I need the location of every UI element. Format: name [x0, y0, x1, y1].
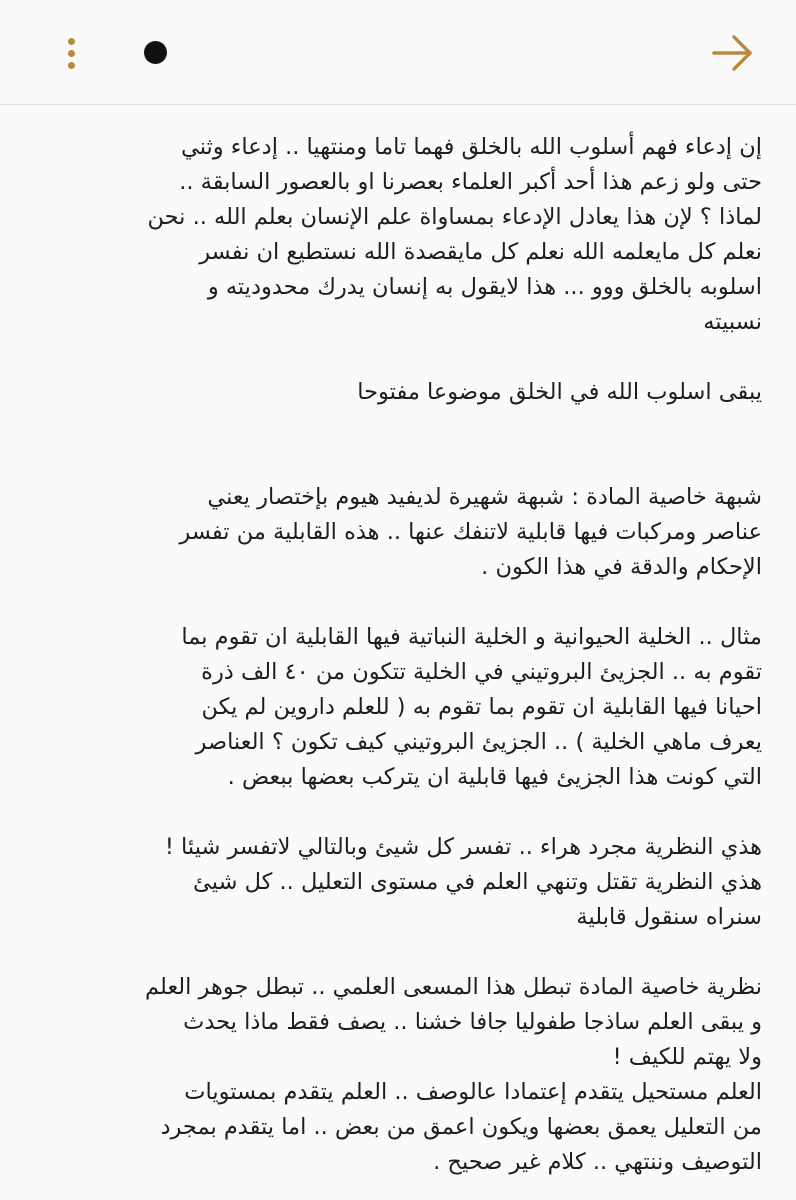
paragraph-spacer [62, 340, 762, 375]
forward-button[interactable] [706, 30, 758, 76]
top-toolbar [0, 0, 796, 105]
paragraph-spacer [62, 935, 762, 970]
more-options-button[interactable] [52, 30, 90, 76]
note-paragraph-5: هذي النظرية مجرد هراء .. تفسر كل شيئ وبالتالي لاتفسر شيئا ! هذي النظرية تقتل وتنهي العلم في مستوى التعليل .. كل شيئ سنراه سنقول قابلية [164, 834, 762, 930]
paragraph-spacer [62, 795, 762, 830]
more-vert-icon-dot [68, 62, 75, 69]
more-vert-icon-dot [68, 50, 75, 57]
paragraph-spacer [62, 585, 762, 620]
more-vert-icon [68, 38, 75, 45]
note-paragraph-1: إن إدعاء فهم أسلوب الله بالخلق فهما تاما ومنتهيا .. إدعاء وثني حتى ولو زعم هذا أحد أكبر العلماء بعصرنا او بالعصور السابقة .. لماذا ؟ لإن هذا يعادل الإدعاء بمساواة علم الإنسان بعلم الله .. نحن نعلم كل مايعلمه الله نعلم كل مايقصدة الله نستطيع ان نفسر اسلوبه بالخلق ووو ... هذا لايقول به إنسان يدرك محدوديته و نسبيته [147, 134, 762, 335]
note-paragraph-6: نظرية خاصية المادة تبطل هذا المسعى العلمي .. تبطل جوهر العلم و يبقى العلم ساذجا طفوليا جافا خشنا .. يصف فقط ماذا يحدث ولا يهتم للكيف ! العلم مستحيل يتقدم إعتمادا عالوصف .. العلم يتقدم بمستويات من التعليل يعمق بعضها ويكون اعمق من بعض .. اما يتقدم بمجرد التوصيف وننتهي .. كلام غير صحيح . [145, 974, 762, 1175]
note-paragraph-2: يبقى اسلوب الله في الخلق موضوعا مفتوحا [357, 379, 762, 405]
arrow-right-icon [706, 30, 758, 76]
note-body [62, 130, 762, 1200]
record-dot-icon [144, 41, 167, 64]
note-paragraph-4: مثال .. الخلية الحيوانية و الخلية النباتية فيها القابلية ان تقوم بما تقوم به .. الجزيئ البروتيني في الخلية تتكون من ٤٠ الف ذرة احيانا فيها القابلية ان تقوم بما تقوم به ( للعلم داروين لم يكن يعرف ماهي الخلية ) .. الجزيئ البروتيني كيف تكون ؟ العناصر التي كونت هذا الجزيئ فيها قابلية ان يتركب بعضها ببعض . [181, 624, 762, 790]
note-paragraph-3: شبهة خاصية المادة : شبهة شهيرة لديفيد هيوم بإختصار يعني عناصر ومركبات فيها قابلية لاتنفك عنها .. هذه القابلية من تفسر الإحكام والدقة في هذا الكون . [179, 484, 762, 580]
paragraph-spacer [62, 410, 762, 480]
